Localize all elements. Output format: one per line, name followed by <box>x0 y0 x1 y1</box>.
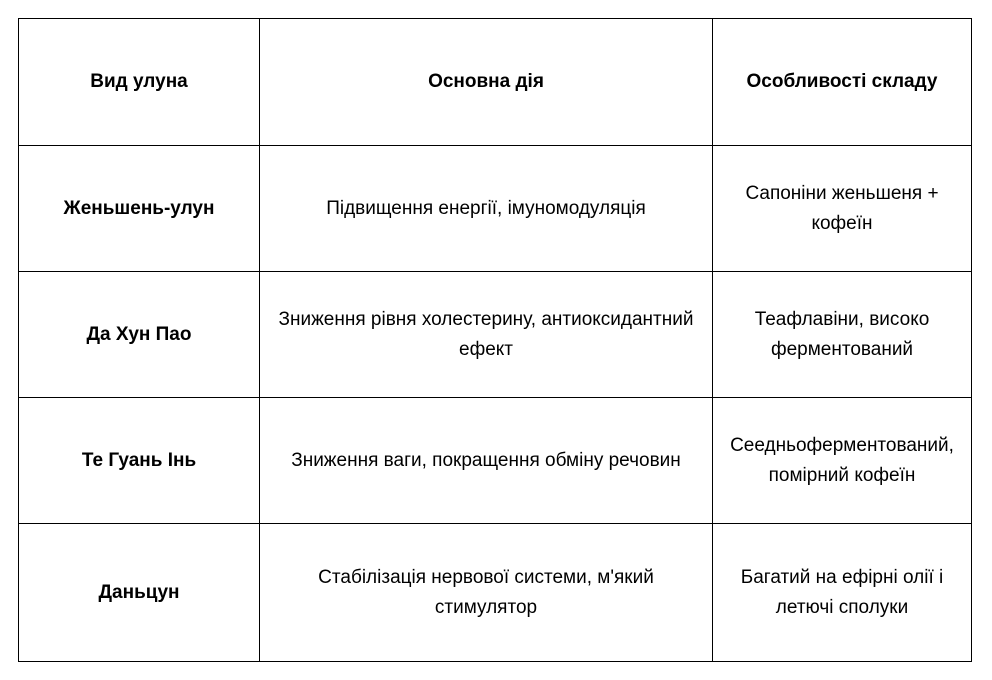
cell-composition: Теафлавіни, високо ферментований <box>713 272 972 398</box>
cell-composition: Багатий на ефірні олії і летючі сполуки <box>713 524 972 662</box>
cell-composition: Сеедньоферментований, помірний кофеїн <box>713 398 972 524</box>
cell-effect: Зниження ваги, покращення обміну речовин <box>260 398 713 524</box>
table-header-row <box>19 19 972 146</box>
cell-type: Женьшень-улун <box>19 146 260 272</box>
cell-effect: Зниження рівня холестерину, антиоксидантний ефект <box>260 272 713 398</box>
table-row <box>19 272 972 398</box>
cell-type: Даньцун <box>19 524 260 662</box>
header-composition: Особливості складу <box>713 19 972 146</box>
cell-effect: Підвищення енергії, імуномодуляція <box>260 146 713 272</box>
cell-type: Те Гуань Інь <box>19 398 260 524</box>
cell-composition: Сапоніни женьшеня + кофеїн <box>713 146 972 272</box>
oolong-comparison-table <box>18 18 972 662</box>
header-effect: Основна дія <box>260 19 713 146</box>
header-type: Вид улуна <box>19 19 260 146</box>
cell-type: Да Хун Пао <box>19 272 260 398</box>
table-row <box>19 146 972 272</box>
cell-effect: Стабілізація нервової системи, м'який стимулятор <box>260 524 713 662</box>
table-row <box>19 398 972 524</box>
table-row <box>19 524 972 662</box>
